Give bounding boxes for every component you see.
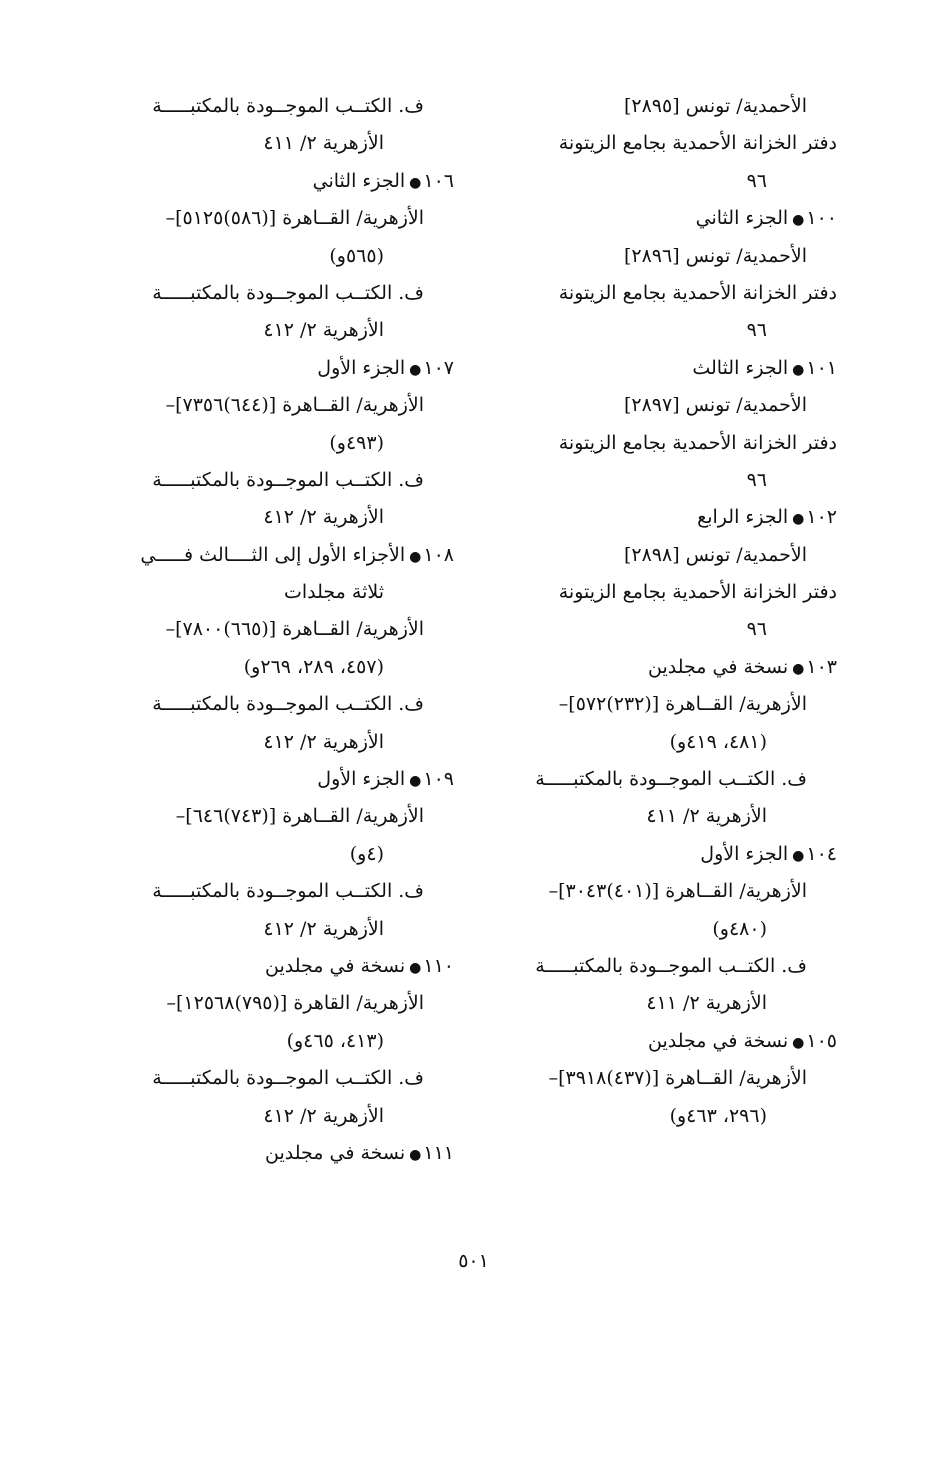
catalog-line: (٤٨١، ٤١٩و): [669, 730, 767, 753]
bullet-icon: ●: [409, 1146, 422, 1163]
entry-number: ١٠١: [806, 356, 837, 379]
entry-title: الجزء الأول: [317, 356, 406, 379]
catalog-line: (٤١٣، ٤٦٥و): [286, 1029, 384, 1052]
entry-title: الجزء الثاني: [312, 169, 406, 192]
catalog-line: (٤و): [349, 842, 384, 865]
catalog-line: الأزهرية ٢/ ٤١١: [646, 805, 767, 828]
catalog-line: ف. الكتــب الموجــودة بالمكتبـــــة: [152, 281, 424, 304]
catalog-line: دفتر الخزانة الأحمدية بجامع الزيتونة: [558, 281, 837, 304]
catalog-line: الأزهرية ٢/ ٤١١: [263, 132, 384, 155]
entry-title: الجزء الأول: [700, 842, 789, 865]
right-column: [487, 88, 837, 1135]
catalog-entry-heading: [487, 649, 837, 686]
entry-title: الجزء الأول: [317, 768, 406, 791]
catalog-line: ثلاثة مجلدات: [283, 581, 384, 604]
entry-number: ١٠٦: [423, 169, 454, 192]
catalog-line: الأزهرية ٢/ ٤١٢: [263, 917, 384, 940]
catalog-line: دفتر الخزانة الأحمدية بجامع الزيتونة: [558, 132, 837, 155]
catalog-line: ٩٦: [746, 319, 767, 342]
bullet-icon: ●: [792, 847, 805, 864]
entry-title: الجزء الثاني: [695, 207, 789, 230]
catalog-entry-heading: [487, 836, 837, 873]
catalog-line: (٤٩٣و): [329, 431, 384, 454]
catalog-entry-heading: [104, 1135, 454, 1172]
left-column: [104, 88, 454, 1172]
catalog-line: ف. الكتــب الموجــودة بالمكتبـــــة: [152, 880, 424, 903]
entry-number: ١٠٥: [806, 1029, 837, 1052]
bullet-icon: ●: [792, 361, 805, 378]
catalog-entry-heading: [487, 499, 837, 536]
catalog-line: الأزهرية ٢/ ٤١٢: [263, 506, 384, 529]
entry-title: الجزء الرابع: [697, 506, 789, 529]
entry-number: ١٠٩: [423, 768, 454, 791]
catalog-line: ف. الكتــب الموجــودة بالمكتبـــــة: [535, 768, 807, 791]
page-number: ٥٠١: [458, 1250, 489, 1272]
bullet-icon: ●: [792, 660, 805, 677]
entry-number: ١٠٢: [806, 506, 837, 529]
catalog-line: (٤٨٠و): [712, 917, 767, 940]
catalog-line: الأحمدية/ تونس [٢٨٩٧]: [623, 394, 807, 417]
catalog-line: الأزهرية/ القــاهرة [(٦٦٥)٧٨٠٠]–: [165, 618, 424, 641]
entry-number: ١١٠: [423, 954, 454, 977]
catalog-line: ٩٦: [746, 468, 767, 491]
catalog-entry-heading: [487, 1023, 837, 1060]
catalog-line: الأزهرية/ القــاهرة [(٤٠١)٣٠٤٣]–: [548, 880, 807, 903]
catalog-line: الأزهرية/ القــاهرة [(٧٤٣)٦٤٦]–: [175, 805, 424, 828]
bullet-icon: ●: [409, 773, 422, 790]
catalog-line: ف. الكتــب الموجــودة بالمكتبـــــة: [152, 468, 424, 491]
entry-number: ١٠٠: [806, 207, 837, 230]
entry-title: الأجزاء الأول إلى الثــــالث فـــــي: [140, 543, 406, 566]
bullet-icon: ●: [792, 1034, 805, 1051]
catalog-line: الأزهرية ٢/ ٤١٢: [263, 730, 384, 753]
entry-number: ١٠٧: [423, 356, 454, 379]
entry-number: ١٠٨: [423, 543, 454, 566]
catalog-entry-heading: [487, 200, 837, 237]
catalog-line: ف. الكتــب الموجــودة بالمكتبـــــة: [152, 1067, 424, 1090]
catalog-line: ٩٦: [746, 169, 767, 192]
catalog-entry-heading: [104, 537, 454, 574]
catalog-line: دفتر الخزانة الأحمدية بجامع الزيتونة: [558, 431, 837, 454]
catalog-line: (٤٥٧، ٢٨٩، ٢٦٩و): [243, 655, 384, 678]
catalog-line: الأحمدية/ تونس [٢٨٩٦]: [623, 244, 807, 267]
catalog-line: الأزهرية/ القــاهرة [(٦٤٤)٧٣٥٦]–: [165, 394, 424, 417]
bullet-icon: ●: [409, 361, 422, 378]
catalog-line: الأزهرية ٢/ ٤١٢: [263, 1104, 384, 1127]
bullet-icon: ●: [792, 212, 805, 229]
catalog-line: الأزهرية ٢/ ٤١٢: [263, 319, 384, 342]
entry-title: الجزء الثالث: [692, 356, 789, 379]
entry-title: نسخة في مجلدين: [265, 954, 406, 977]
bullet-icon: ●: [792, 511, 805, 528]
catalog-line: الأزهرية/ القــاهرة [(٥٨٦)٥١٢٥]–: [165, 207, 424, 230]
entry-number: ١٠٤: [806, 842, 837, 865]
catalog-line: ف. الكتــب الموجــودة بالمكتبـــــة: [535, 954, 807, 977]
catalog-entry-heading: [487, 350, 837, 387]
catalog-line: الأزهرية/ القاهرة [(٧٩٥)١٢٥٦٨]–: [166, 992, 424, 1015]
catalog-line: الأزهرية/ القــاهرة [(٢٣٢)٥٧٢]–: [558, 693, 807, 716]
bullet-icon: ●: [409, 548, 422, 565]
catalog-line: الأزهرية/ القــاهرة [(٤٣٧)٣٩١٨]–: [548, 1067, 807, 1090]
catalog-line: ٩٦: [746, 618, 767, 641]
catalog-entry-heading: [104, 163, 454, 200]
catalog-line: دفتر الخزانة الأحمدية بجامع الزيتونة: [558, 581, 837, 604]
catalog-line: الأحمدية/ تونس [٢٨٩٥]: [623, 95, 807, 117]
catalog-line: (٢٩٦، ٤٦٣و): [669, 1104, 767, 1127]
bullet-icon: ●: [409, 959, 422, 976]
bullet-icon: ●: [409, 174, 422, 191]
entry-title: نسخة في مجلدين: [648, 655, 789, 678]
catalog-line: الأحمدية/ تونس [٢٨٩٨]: [623, 543, 807, 566]
catalog-line: ف. الكتــب الموجــودة بالمكتبـــــة: [152, 95, 424, 117]
catalog-line: (٥٦٥و): [329, 244, 384, 267]
entry-number: ١١١: [423, 1141, 454, 1164]
catalog-entry-heading: [104, 948, 454, 985]
entry-number: ١٠٣: [806, 655, 837, 678]
entry-title: نسخة في مجلدين: [648, 1029, 789, 1052]
catalog-line: ف. الكتــب الموجــودة بالمكتبـــــة: [152, 693, 424, 716]
catalog-entry-heading: [104, 761, 454, 798]
catalog-line: الأزهرية ٢/ ٤١١: [646, 992, 767, 1015]
catalog-entry-heading: [104, 350, 454, 387]
entry-title: نسخة في مجلدين: [265, 1141, 406, 1164]
